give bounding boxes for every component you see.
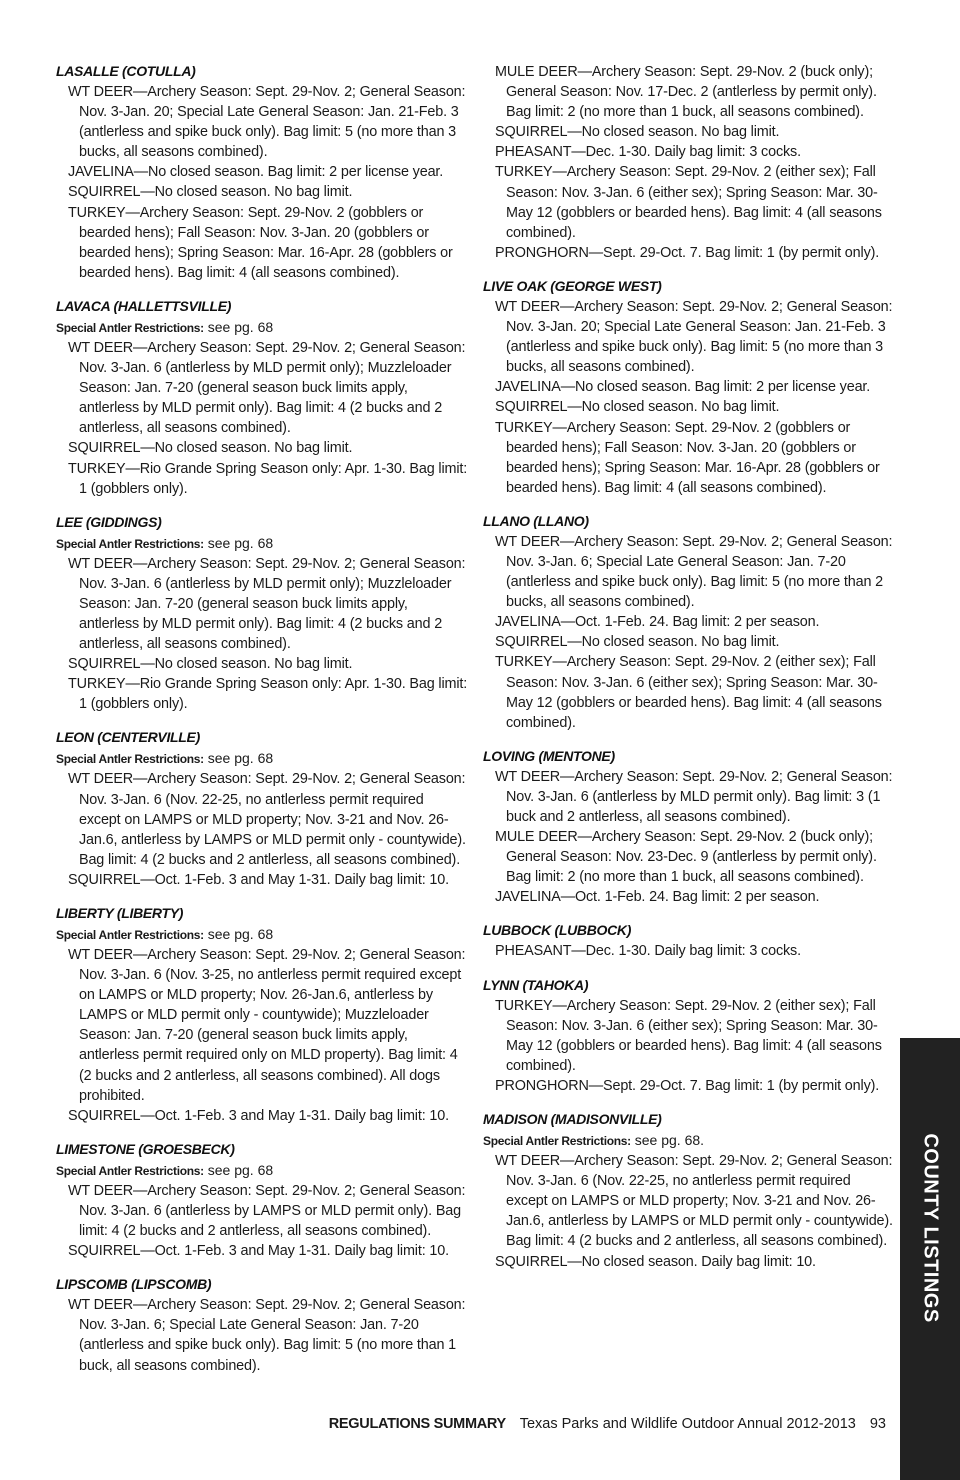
county-title: LEON (CENTERVILLE)	[56, 729, 200, 746]
species-entry: TURKEY—Archery Season: Sept. 29-Nov. 2 (either sex); Fall Season: Nov. 3-Jan. 6 (either sex); Spring Season: Mar. 30-May 12 (gobblers or bearded hens). Bag limit: 4 (all seasons combined).	[495, 997, 882, 1074]
county-section	[56, 297, 468, 499]
species-entry: WT DEER—Archery Season: Sept. 29-Nov. 2; General Season: Nov. 3-Jan. 6 (antlerless by LAMPS or MLD permit only). Bag limit: 4 (2 bucks and 2 antlerless, all seasons combined).	[68, 1182, 466, 1240]
county-section	[483, 976, 893, 1096]
county-section	[483, 62, 893, 263]
species-entry: SQUIRREL—No closed season. No bag limit.	[68, 184, 353, 201]
species-entry: SQUIRREL—Oct. 1-Feb. 3 and May 1-31. Daily bag limit: 10.	[68, 871, 449, 888]
species-entry: PHEASANT—Dec. 1-30. Daily bag limit: 3 cocks.	[495, 943, 801, 960]
species-entry: JAVELINA—No closed season. Bag limit: 2 per license year.	[68, 164, 444, 181]
species-entry: JAVELINA—No closed season. Bag limit: 2 per license year.	[495, 379, 871, 396]
county-section	[483, 921, 893, 961]
page-footer	[329, 1416, 886, 1432]
antler-restrictions	[56, 1160, 468, 1181]
species-entry: PRONGHORN—Sept. 29-Oct. 7. Bag limit: 1 (by permit only).	[495, 244, 880, 261]
species-entry: PHEASANT—Dec. 1-30. Daily bag limit: 3 cocks.	[495, 144, 801, 161]
county-section	[56, 1140, 468, 1261]
left-column	[56, 62, 468, 1390]
antler-restrictions	[56, 317, 468, 338]
county-section	[56, 513, 468, 715]
species-entry: MULE DEER—Archery Season: Sept. 29-Nov. 2 (buck only); General Season: Nov. 17-Dec. 2 (antlerless by permit only). Bag limit: 2 (no more than 1 buck, all seasons combined).	[495, 64, 877, 121]
species-entry: SQUIRREL—No closed season. No bag limit.	[68, 440, 353, 457]
county-title: MADISON (MADISONVILLE)	[483, 1111, 662, 1128]
antler-restrictions-ref: see pg. 68	[203, 750, 274, 767]
county-section	[483, 747, 893, 908]
species-entry: SQUIRREL—No closed season. No bag limit.	[495, 634, 780, 651]
county-section	[483, 512, 893, 733]
county-section	[483, 1110, 893, 1272]
antler-restrictions-ref: see pg. 68	[203, 1161, 274, 1178]
species-entry: MULE DEER—Archery Season: Sept. 29-Nov. 2 (buck only); General Season: Nov. 23-Dec. 9 (antlerless by permit only). Bag limit: 2 (no more than 1 buck, all seasons combined).	[495, 829, 877, 886]
species-entry: TURKEY—Archery Season: Sept. 29-Nov. 2 (either sex); Fall Season: Nov. 3-Jan. 6 (either sex); Spring Season: Mar. 30-May 12 (gobblers or bearded hens). Bag limit: 4 (all seasons combined).	[495, 654, 882, 731]
species-entry: SQUIRREL—No closed season. No bag limit.	[495, 124, 780, 141]
antler-restrictions-label: Special Antler Restrictions:	[56, 1163, 204, 1178]
species-entry: SQUIRREL—Oct. 1-Feb. 3 and May 1-31. Daily bag limit: 10.	[68, 1107, 449, 1124]
county-title: LIPSCOMB (LIPSCOMB)	[56, 1276, 212, 1293]
county-section	[56, 1275, 468, 1375]
species-entry: WT DEER—Archery Season: Sept. 29-Nov. 2; General Season: Nov. 3-Jan. 6; Special Late General Season: Jan. 7-20 (antlerless and spike buck only). Bag limit: 5 (no more than 1 buck, all seasons combined).	[68, 1297, 466, 1374]
county-title: LAVACA (HALLETTSVILLE)	[56, 297, 232, 314]
antler-restrictions-ref: see pg. 68	[203, 534, 274, 551]
species-entry: TURKEY—Rio Grande Spring Season only: Apr. 1-30. Bag limit: 1 (gobblers only).	[68, 460, 468, 497]
species-entry: WT DEER—Archery Season: Sept. 29-Nov. 2; General Season: Nov. 3-Jan. 20; Special Late General Season: Jan. 21-Feb. 3 (antlerless and spike buck only). Bag limit: 5 (no more than 3 bucks, all seasons combined).	[68, 84, 466, 161]
county-title: LUBBOCK (LUBBOCK)	[483, 922, 632, 939]
antler-restrictions-label: Special Antler Restrictions:	[56, 928, 204, 942]
antler-restrictions	[483, 1130, 893, 1151]
county-title: LYNN (TAHOKA)	[483, 976, 589, 993]
antler-restrictions-label: Special Antler Restrictions:	[56, 536, 204, 551]
antler-restrictions	[56, 533, 468, 554]
page-number: 93	[869, 1416, 886, 1432]
antler-restrictions-label: Special Antler Restrictions:	[483, 1134, 631, 1149]
antler-restrictions	[56, 748, 468, 769]
side-tab	[900, 1038, 960, 1480]
county-title: LLANO (LLANO)	[483, 512, 589, 529]
species-entry: WT DEER—Archery Season: Sept. 29-Nov. 2; General Season: Nov. 3-Jan. 6 (Nov. 22-25, no antlerless permit required except on LAMPS or MLD property; Nov. 3-21 and Nov. 26-Jan.6, antlerless by LAMPS or MLD permit only - countywide). Bag limit: 4 (2 bucks and 2 antlerless, all seasons combined).	[68, 771, 466, 868]
county-section	[56, 904, 468, 1126]
species-entry: WT DEER—Archery Season: Sept. 29-Nov. 2; General Season: Nov. 3-Jan. 20; Special Late General Season: Jan. 21-Feb. 3 (antlerless and spike buck only). Bag limit: 5 (no more than 3 bucks, all seasons combined).	[495, 298, 893, 376]
county-title: LIMESTONE (GROESBECK)	[56, 1140, 235, 1157]
footer-section-title: REGULATIONS SUMMARY	[328, 1416, 506, 1432]
species-entry: SQUIRREL—No closed season. No bag limit.	[495, 399, 780, 416]
right-column	[483, 62, 893, 1286]
county-title: LOVING (MENTONE)	[483, 747, 615, 764]
species-entry: SQUIRREL—Oct. 1-Feb. 3 and May 1-31. Daily bag limit: 10.	[68, 1243, 449, 1260]
county-title: LIBERTY (LIBERTY)	[56, 905, 184, 921]
species-entry: PRONGHORN—Sept. 29-Oct. 7. Bag limit: 1 (by permit only).	[495, 1077, 880, 1094]
species-entry: TURKEY—Archery Season: Sept. 29-Nov. 2 (gobblers or bearded hens); Fall Season: Nov. 3-Jan. 20 (gobblers or bearded hens); Spring Season: Mar. 16-Apr. 28 (gobblers or bearded hens). Bag limit: 4 (all seasons combined).	[495, 419, 880, 496]
species-entry: WT DEER—Archery Season: Sept. 29-Nov. 2; General Season: Nov. 3-Jan. 6 (antlerless by MLD permit only). Bag limit: 3 (1 buck and 2 antlerless, all seasons combined).	[495, 768, 893, 825]
county-title: LIVE OAK (GEORGE WEST)	[483, 277, 662, 294]
county-section	[483, 277, 893, 498]
species-entry: WT DEER—Archery Season: Sept. 29-Nov. 2; General Season: Nov. 3-Jan. 6 (antlerless by MLD permit only); Muzzleloader Season: Jan. 7-20 (general season buck limits apply, antlerless by MLD permit only). Bag limit: 4 (2 bucks and 2 antlerless, all seasons combined).	[68, 555, 466, 653]
footer-publication: Texas Parks and Wildlife Outdoor Annual 2012-2013	[519, 1416, 856, 1432]
antler-restrictions-ref: see pg. 68	[203, 926, 274, 942]
county-title: LEE (GIDDINGS)	[56, 513, 162, 530]
species-entry: SQUIRREL—No closed season. Daily bag limit: 10.	[495, 1253, 816, 1270]
species-entry: SQUIRREL—No closed season. No bag limit.	[68, 656, 353, 673]
species-entry: JAVELINA—Oct. 1-Feb. 24. Bag limit: 2 per season.	[495, 889, 820, 906]
antler-restrictions-label: Special Antler Restrictions:	[56, 320, 204, 335]
antler-restrictions-ref: see pg. 68.	[630, 1132, 705, 1149]
species-entry: WT DEER—Archery Season: Sept. 29-Nov. 2; General Season: Nov. 3-Jan. 6 (antlerless by MLD permit only); Muzzleloader Season: Jan. 7-20 (general season buck limits apply, antlerless by MLD permit only). Bag limit: 4 (2 bucks and 2 antlerless, all seasons combined).	[68, 339, 466, 437]
species-entry: TURKEY—Rio Grande Spring Season only: Apr. 1-30. Bag limit: 1 (gobblers only).	[68, 676, 468, 713]
species-entry: WT DEER—Archery Season: Sept. 29-Nov. 2; General Season: Nov. 3-Jan. 6 (Nov. 3-25, no antlerless permit required except on LAMPS or MLD property; Nov. 26-Jan.6, antlerless by LAMPS or MLD permit only - countywide); Muzzleloader Season: Jan. 7-20 (general season buck limits apply, antlerless permit required only on MLD property). Bag limit: 4 (2 bucks and 2 antlerless, all seasons combined). All dogs prohibited.	[68, 947, 466, 1104]
county-section	[56, 728, 468, 890]
species-entry: WT DEER—Archery Season: Sept. 29-Nov. 2; General Season: Nov. 3-Jan. 6 (Nov. 22-25, no antlerless permit required except on LAMPS or MLD property; Nov. 3-21 and Nov. 26-Jan.6, antlerless by LAMPS or MLD permit only - countywide). Bag limit: 4 (2 bucks and 2 antlerless, all seasons combined).	[495, 1153, 893, 1250]
antler-restrictions-ref: see pg. 68	[203, 318, 274, 335]
species-entry: WT DEER—Archery Season: Sept. 29-Nov. 2; General Season: Nov. 3-Jan. 6; Special Late General Season: Jan. 7-20 (antlerless and spike buck only). Bag limit: 5 (no more than 2 bucks, all seasons combined).	[495, 533, 893, 611]
antler-restrictions	[56, 924, 468, 945]
county-section	[56, 62, 468, 283]
species-entry: TURKEY—Archery Season: Sept. 29-Nov. 2 (gobblers or bearded hens); Fall Season: Nov. 3-Jan. 20 (gobblers or bearded hens); Spring Season: Mar. 16-Apr. 28 (gobblers or bearded hens). Bag limit: 4 (all seasons combined).	[68, 204, 453, 281]
side-tab-label: COUNTY LISTINGS	[919, 1133, 942, 1323]
species-entry: JAVELINA—Oct. 1-Feb. 24. Bag limit: 2 per season.	[495, 614, 820, 631]
antler-restrictions-label: Special Antler Restrictions:	[56, 752, 204, 767]
species-entry: TURKEY—Archery Season: Sept. 29-Nov. 2 (either sex); Fall Season: Nov. 3-Jan. 6 (either sex); Spring Season: Mar. 30-May 12 (gobblers or bearded hens). Bag limit: 4 (all seasons combined).	[495, 164, 882, 241]
county-title: LASALLE (COTULLA)	[56, 63, 196, 79]
